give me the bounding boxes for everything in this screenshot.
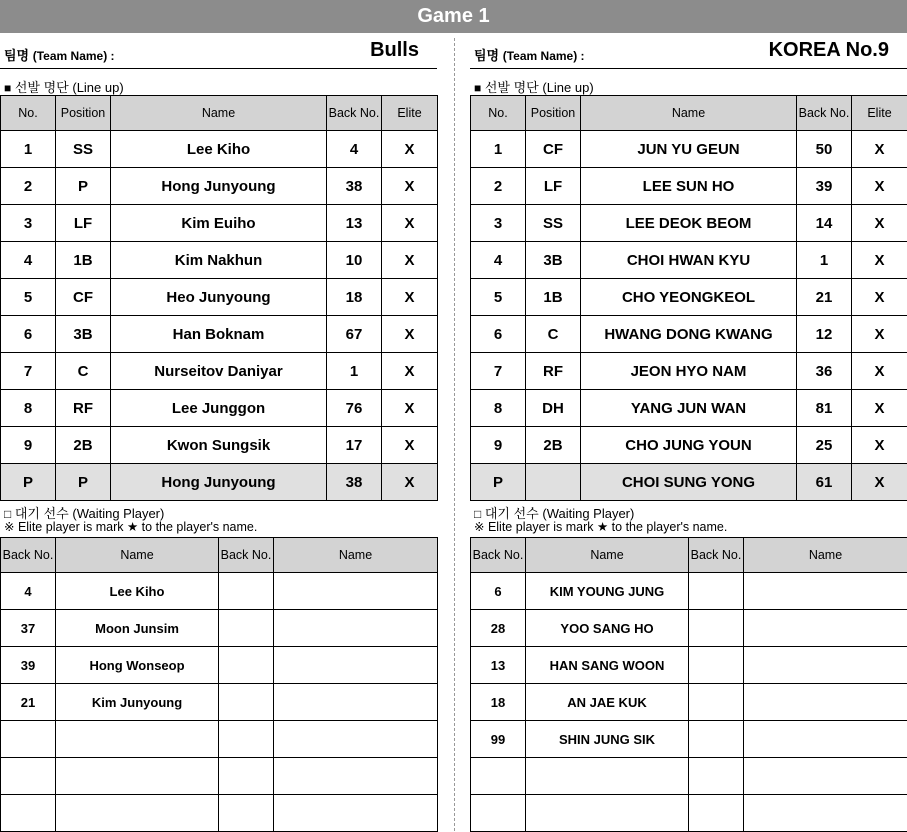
header-back-no: Back No.: [471, 538, 526, 573]
header-elite: Elite: [382, 96, 438, 131]
waiting-cell-back-no: 18: [471, 684, 526, 721]
header-back-no: Back No.: [797, 96, 852, 131]
waiting-row: [471, 758, 907, 795]
lineup-cell-elite: X: [852, 279, 907, 316]
waiting-cell-name2: [744, 610, 907, 647]
waiting-cell-name2: [744, 721, 907, 758]
lineup-cell-no: 3: [1, 205, 56, 242]
lineup-cell-name: Lee Kiho: [111, 131, 327, 168]
lineup-cell-elite: X: [852, 205, 907, 242]
lineup-row: [471, 390, 907, 427]
lineup-cell-position: P: [56, 464, 111, 501]
waiting-cell-back-no2: [689, 647, 744, 684]
filled-square-icon: ■: [474, 81, 481, 95]
waiting-cell-name2: [744, 647, 907, 684]
header-name: Name: [56, 538, 219, 573]
lineup-cell-no: 2: [471, 168, 526, 205]
waiting-row: [1, 758, 438, 795]
waiting-cell-name2: [744, 684, 907, 721]
waiting-cell-name2: [274, 684, 438, 721]
waiting-row: [1, 684, 438, 721]
waiting-section-label: [0, 501, 437, 519]
lineup-cell-name: CHO YEONGKEOL: [581, 279, 797, 316]
team-label-ko: 팀명: [4, 48, 29, 63]
header-position: Position: [526, 96, 581, 131]
waiting-label-ko: 대기 선수: [15, 506, 69, 521]
waiting-section-label: [470, 501, 907, 519]
lineup-cell-position: 3B: [526, 242, 581, 279]
game-title: Game 1: [0, 0, 907, 33]
lineup-cell-back-no: 18: [327, 279, 382, 316]
lineup-row: [1, 316, 438, 353]
lineup-cell-position: RF: [56, 390, 111, 427]
team-panel-left: [0, 33, 437, 832]
lineup-row: [471, 464, 907, 501]
lineup-cell-back-no: 17: [327, 427, 382, 464]
lineup-cell-back-no: 12: [797, 316, 852, 353]
waiting-table: [0, 537, 438, 832]
header-position: Position: [56, 96, 111, 131]
lineup-cell-elite: X: [382, 390, 438, 427]
lineup-row: [1, 131, 438, 168]
team-name-row: [0, 33, 437, 69]
lineup-cell-name: JUN YU GEUN: [581, 131, 797, 168]
lineup-cell-elite: X: [382, 242, 438, 279]
lineup-cell-no: P: [1, 464, 56, 501]
waiting-cell-back-no: 39: [1, 647, 56, 684]
team-label-ko: 팀명: [474, 48, 499, 63]
lineup-cell-name: Nurseitov Daniyar: [111, 353, 327, 390]
filled-square-icon: ■: [4, 81, 11, 95]
lineup-row: [471, 205, 907, 242]
lineup-cell-no: 8: [1, 390, 56, 427]
waiting-cell-name: [526, 795, 689, 832]
waiting-cell-back-no: 37: [1, 610, 56, 647]
waiting-cell-name: Lee Kiho: [56, 573, 219, 610]
lineup-cell-back-no: 36: [797, 353, 852, 390]
lineup-cell-name: HWANG DONG KWANG: [581, 316, 797, 353]
lineup-cell-position: CF: [56, 279, 111, 316]
waiting-cell-name: Hong Wonseop: [56, 647, 219, 684]
header-no: No.: [471, 96, 526, 131]
waiting-cell-name: [56, 795, 219, 832]
lineup-cell-no: 3: [471, 205, 526, 242]
lineup-cell-no: 1: [471, 131, 526, 168]
lineup-cell-name: Kim Euiho: [111, 205, 327, 242]
waiting-cell-back-no: 4: [1, 573, 56, 610]
waiting-cell-name: YOO SANG HO: [526, 610, 689, 647]
lineup-cell-name: CHOI HWAN KYU: [581, 242, 797, 279]
lineup-cell-back-no: 21: [797, 279, 852, 316]
panel-divider: [454, 38, 455, 831]
waiting-cell-back-no2: [689, 573, 744, 610]
lineup-row: [1, 464, 438, 501]
waiting-label-en: (Waiting Player): [542, 506, 634, 521]
waiting-label-ko: 대기 선수: [485, 506, 539, 521]
waiting-cell-back-no: 21: [1, 684, 56, 721]
waiting-cell-name: AN JAE KUK: [526, 684, 689, 721]
header-back-no: Back No.: [327, 96, 382, 131]
lineup-cell-name: YANG JUN WAN: [581, 390, 797, 427]
lineup-cell-elite: X: [852, 427, 907, 464]
waiting-cell-name2: [744, 758, 907, 795]
waiting-row: [471, 647, 907, 684]
lineup-cell-elite: X: [852, 353, 907, 390]
waiting-row: [471, 684, 907, 721]
waiting-cell-back-no: [1, 758, 56, 795]
header-elite: Elite: [852, 96, 907, 131]
empty-square-icon: □: [474, 507, 481, 521]
waiting-cell-name: HAN SANG WOON: [526, 647, 689, 684]
lineup-cell-elite: X: [382, 427, 438, 464]
waiting-cell-back-no: [1, 795, 56, 832]
lineup-row: [1, 279, 438, 316]
header-name-2: Name: [744, 538, 907, 573]
lineup-cell-position: 3B: [56, 316, 111, 353]
lineup-cell-no: 4: [471, 242, 526, 279]
waiting-cell-back-no: [471, 795, 526, 832]
elite-note: ※ Elite player is mark ★ to the player's name.: [0, 519, 437, 537]
lineup-cell-no: 9: [471, 427, 526, 464]
lineup-cell-no: 6: [471, 316, 526, 353]
lineup-cell-back-no: 67: [327, 316, 382, 353]
lineup-cell-name: Kwon Sungsik: [111, 427, 327, 464]
lineup-row: [1, 390, 438, 427]
waiting-row: [471, 573, 907, 610]
empty-square-icon: □: [4, 507, 11, 521]
lineup-cell-elite: X: [382, 168, 438, 205]
waiting-row: [1, 721, 438, 758]
waiting-cell-name2: [274, 573, 438, 610]
waiting-cell-back-no2: [219, 758, 274, 795]
lineup-header-row: [471, 96, 907, 131]
header-name: Name: [111, 96, 327, 131]
waiting-cell-back-no2: [219, 573, 274, 610]
lineup-row: [1, 353, 438, 390]
lineup-row: [471, 168, 907, 205]
waiting-cell-name: [56, 758, 219, 795]
lineup-cell-elite: X: [852, 464, 907, 501]
lineup-cell-elite: X: [852, 168, 907, 205]
waiting-cell-name2: [274, 795, 438, 832]
lineup-cell-position: [526, 464, 581, 501]
lineup-cell-position: RF: [526, 353, 581, 390]
header-name: Name: [581, 96, 797, 131]
lineup-cell-position: SS: [56, 131, 111, 168]
lineup-label-ko: 선발 명단: [485, 80, 539, 95]
lineup-cell-back-no: 13: [327, 205, 382, 242]
lineup-row: [471, 316, 907, 353]
waiting-row: [471, 795, 907, 832]
lineup-cell-position: 2B: [526, 427, 581, 464]
lineup-cell-name: Heo Junyoung: [111, 279, 327, 316]
lineup-cell-back-no: 4: [327, 131, 382, 168]
lineup-row: [471, 279, 907, 316]
lineup-cell-name: CHO JUNG YOUN: [581, 427, 797, 464]
lineup-header-row: [1, 96, 438, 131]
lineup-row: [471, 242, 907, 279]
waiting-cell-name2: [274, 721, 438, 758]
lineup-row: [1, 427, 438, 464]
lineup-cell-back-no: 76: [327, 390, 382, 427]
lineup-cell-name: Hong Junyoung: [111, 168, 327, 205]
waiting-cell-name: KIM YOUNG JUNG: [526, 573, 689, 610]
waiting-cell-name: [526, 758, 689, 795]
lineup-cell-back-no: 10: [327, 242, 382, 279]
team-name: Bulls: [370, 39, 419, 62]
waiting-cell-back-no2: [219, 795, 274, 832]
waiting-row: [1, 647, 438, 684]
waiting-cell-back-no2: [219, 684, 274, 721]
lineup-cell-position: 2B: [56, 427, 111, 464]
lineup-label-en: (Line up): [542, 80, 593, 95]
team-panel-right: [470, 33, 907, 832]
waiting-cell-back-no2: [689, 610, 744, 647]
team-name-label: [474, 45, 585, 64]
lineup-cell-position: P: [56, 168, 111, 205]
lineup-section-label: [470, 69, 907, 95]
waiting-cell-back-no2: [219, 647, 274, 684]
waiting-table: [470, 537, 907, 832]
lineup-cell-elite: X: [382, 205, 438, 242]
waiting-row: [1, 610, 438, 647]
lineup-cell-name: CHOI SUNG YONG: [581, 464, 797, 501]
lineup-label-en: (Line up): [72, 80, 123, 95]
lineup-cell-name: Han Boknam: [111, 316, 327, 353]
lineup-cell-position: C: [56, 353, 111, 390]
lineup-cell-back-no: 25: [797, 427, 852, 464]
waiting-row: [1, 795, 438, 832]
lineup-cell-no: 7: [1, 353, 56, 390]
lineup-cell-position: 1B: [56, 242, 111, 279]
waiting-cell-back-no2: [689, 721, 744, 758]
waiting-cell-back-no2: [219, 721, 274, 758]
lineup-cell-back-no: 14: [797, 205, 852, 242]
lineup-label-ko: 선발 명단: [15, 80, 69, 95]
waiting-cell-back-no: 13: [471, 647, 526, 684]
lineup-cell-position: DH: [526, 390, 581, 427]
lineup-cell-position: 1B: [526, 279, 581, 316]
waiting-cell-name: Kim Junyoung: [56, 684, 219, 721]
lineup-cell-elite: X: [852, 131, 907, 168]
team-name: KOREA No.9: [769, 39, 889, 62]
lineup-cell-name: Hong Junyoung: [111, 464, 327, 501]
lineup-cell-no: P: [471, 464, 526, 501]
waiting-cell-name2: [274, 610, 438, 647]
waiting-cell-back-no: [1, 721, 56, 758]
waiting-cell-back-no: 99: [471, 721, 526, 758]
waiting-cell-back-no: [471, 758, 526, 795]
team-label-en: (Team Name) :: [33, 49, 115, 63]
lineup-cell-no: 2: [1, 168, 56, 205]
lineup-row: [1, 205, 438, 242]
lineup-cell-elite: X: [852, 390, 907, 427]
lineup-table: [470, 95, 907, 501]
waiting-cell-name: Moon Junsim: [56, 610, 219, 647]
lineup-cell-elite: X: [382, 131, 438, 168]
lineup-cell-back-no: 1: [327, 353, 382, 390]
lineup-cell-name: LEE SUN HO: [581, 168, 797, 205]
lineup-cell-position: LF: [526, 168, 581, 205]
header-name-2: Name: [274, 538, 438, 573]
header-back-no-2: Back No.: [219, 538, 274, 573]
waiting-cell-back-no2: [689, 758, 744, 795]
lineup-cell-no: 5: [471, 279, 526, 316]
lineup-cell-position: C: [526, 316, 581, 353]
waiting-cell-back-no2: [219, 610, 274, 647]
lineup-cell-no: 9: [1, 427, 56, 464]
lineup-cell-position: SS: [526, 205, 581, 242]
waiting-row: [471, 610, 907, 647]
lineup-cell-back-no: 1: [797, 242, 852, 279]
lineup-cell-back-no: 39: [797, 168, 852, 205]
waiting-label-en: (Waiting Player): [72, 506, 164, 521]
team-name-label: [4, 45, 115, 64]
lineup-cell-back-no: 38: [327, 168, 382, 205]
lineup-table: [0, 95, 438, 501]
lineup-cell-elite: X: [382, 279, 438, 316]
lineup-cell-back-no: 38: [327, 464, 382, 501]
lineup-row: [1, 168, 438, 205]
waiting-cell-name2: [274, 647, 438, 684]
waiting-cell-name2: [744, 795, 907, 832]
lineup-cell-name: LEE DEOK BEOM: [581, 205, 797, 242]
header-back-no-2: Back No.: [689, 538, 744, 573]
waiting-cell-back-no: 6: [471, 573, 526, 610]
lineup-cell-no: 1: [1, 131, 56, 168]
lineup-row: [471, 131, 907, 168]
header-no: No.: [1, 96, 56, 131]
lineup-row: [1, 242, 438, 279]
lineup-cell-elite: X: [852, 242, 907, 279]
lineup-cell-position: CF: [526, 131, 581, 168]
waiting-cell-name2: [744, 573, 907, 610]
waiting-cell-name2: [274, 758, 438, 795]
header-name: Name: [526, 538, 689, 573]
waiting-cell-name: SHIN JUNG SIK: [526, 721, 689, 758]
lineup-cell-back-no: 81: [797, 390, 852, 427]
lineup-cell-name: Kim Nakhun: [111, 242, 327, 279]
lineup-cell-position: LF: [56, 205, 111, 242]
team-name-row: [470, 33, 907, 69]
header-back-no: Back No.: [1, 538, 56, 573]
lineup-cell-elite: X: [382, 464, 438, 501]
waiting-header-row: [1, 538, 438, 573]
lineup-cell-no: 5: [1, 279, 56, 316]
team-label-en: (Team Name) :: [503, 49, 585, 63]
lineup-cell-elite: X: [852, 316, 907, 353]
lineup-row: [471, 427, 907, 464]
waiting-cell-back-no: 28: [471, 610, 526, 647]
lineup-cell-no: 8: [471, 390, 526, 427]
waiting-cell-back-no2: [689, 795, 744, 832]
lineup-cell-no: 4: [1, 242, 56, 279]
lineup-cell-name: Lee Junggon: [111, 390, 327, 427]
lineup-cell-elite: X: [382, 353, 438, 390]
waiting-cell-back-no2: [689, 684, 744, 721]
elite-note: ※ Elite player is mark ★ to the player's name.: [470, 519, 907, 537]
lineup-cell-elite: X: [382, 316, 438, 353]
waiting-header-row: [471, 538, 907, 573]
waiting-row: [471, 721, 907, 758]
waiting-cell-name: [56, 721, 219, 758]
lineup-cell-no: 7: [471, 353, 526, 390]
waiting-row: [1, 573, 438, 610]
lineup-cell-back-no: 61: [797, 464, 852, 501]
lineup-section-label: [0, 69, 437, 95]
lineup-cell-name: JEON HYO NAM: [581, 353, 797, 390]
lineup-cell-no: 6: [1, 316, 56, 353]
lineup-row: [471, 353, 907, 390]
lineup-cell-back-no: 50: [797, 131, 852, 168]
